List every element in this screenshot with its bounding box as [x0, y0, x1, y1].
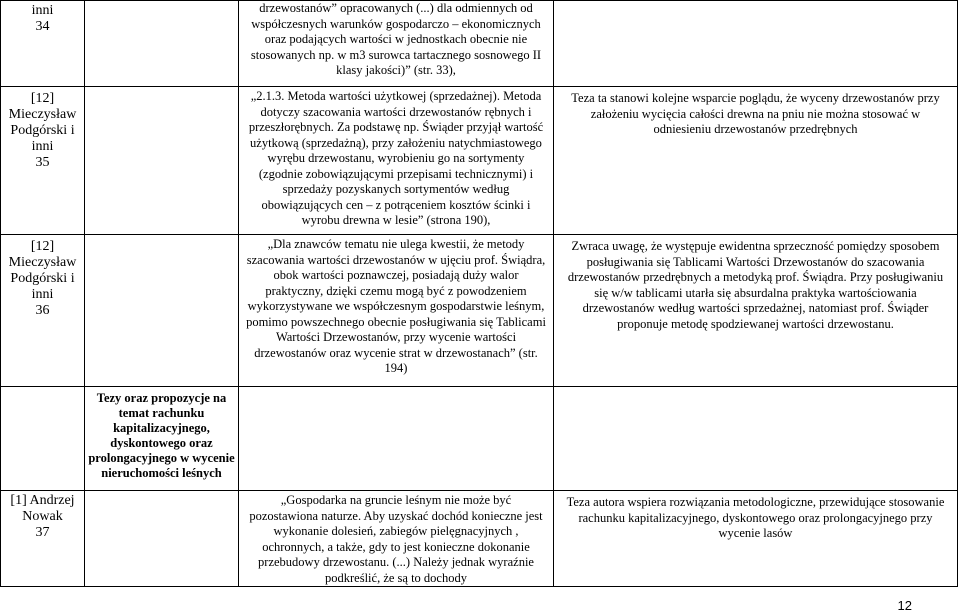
- table-row: [1, 87, 958, 235]
- table-row: [1, 1, 958, 87]
- reference-author: [12] Mieczysław Podgórski i inni: [8, 91, 77, 154]
- topic-text: [85, 235, 238, 243]
- topic-text: [85, 1, 238, 9]
- reference-author: [1] Andrzej Nowak: [10, 493, 75, 524]
- topic-cell: [85, 87, 239, 235]
- comment-cell: [554, 1, 958, 87]
- entry-number: 37: [35, 525, 50, 540]
- reference-cell: [1, 235, 85, 387]
- comment-cell: [554, 387, 958, 491]
- quote-cell: [239, 235, 554, 387]
- quote-text: „Gospodarka na gruncie leśnym nie może być pozostawiona naturze. Aby uzyskać dochód konieczne jest wykonanie dolesień, zabiegów pielęgnacyjnych , ochronnych, a także, gdy to jest konieczne dokonanie przebudowy drzewostanu. (...) Należy jednak wyraźnie podkreślić, że są to dochody: [249, 493, 543, 585]
- topic-cell: [85, 235, 239, 387]
- topic-text: [85, 87, 238, 95]
- page-number: 12: [897, 598, 912, 613]
- topic-cell: [85, 387, 239, 491]
- entry-number: 35: [35, 155, 50, 170]
- table-row: [1, 387, 958, 491]
- quote-text: drzewostanów” opracowanych (...) dla odmiennych od współczesnych warunków gospodarczo – ekonomicznych oraz podających wartości w jednostkach obecnie nie stosowanych np. w m3 surowca tartacznego sosnowego II klasy jakości)” (str. 33),: [250, 1, 542, 77]
- reference-cell: [1, 491, 85, 587]
- comment-text: Teza ta stanowi kolejne wsparcie poglądu, że wyceny drzewostanów przy założeniu wycięcia całości drewna na pniu nie można stosować w odniesieniu drzewostanów przedrębnych: [571, 91, 940, 136]
- quote-text: „2.1.3. Metoda wartości użytkowej (sprzedażnej). Metoda dotyczy szacowania wartości drzewostanów rębnych i przeszłorębnych. Za podstawę np. Świąder przyjął wartość użytkową (sprzedażną), przy założeniu natychmiastowego wyrębu drzewostanu, wyrobieniu go na sortymenty (zgodnie zobowiązującymi przepisami technicznymi) i sprzedaży pozyskanych sortymentów według obowiązujących cen – z potrąceniem kosztów ścinki i wyrobu drewna w lesie” (strona 190),: [248, 89, 544, 227]
- quote-cell: [239, 1, 554, 87]
- topic-cell: [85, 491, 239, 587]
- reference-cell: [1, 87, 85, 235]
- topic-cell: [85, 1, 239, 87]
- comment-text: Zwraca uwagę, że występuje ewidentna sprzeczność pomiędzy sposobem posługiwania się Tablicami Wartości Drzewostanów do szacowania drzewostanów przedrębnych a metodyką prof. Świądra. Przy posługiwaniu się w/w tablicami utarła się absurdalna praktyka wartościowania drzewostanów według wartości sprzedażnej, natomiast prof. Świąder proponuje metodę spodziewanej wartości drzewostanu.: [567, 239, 944, 331]
- comment-text: [554, 1, 957, 9]
- comment-cell: [554, 235, 958, 387]
- reference-author: [12] Mieczysław Podgórski i inni: [8, 239, 77, 302]
- entry-number: 36: [35, 303, 50, 318]
- reference-author: inni: [31, 3, 54, 18]
- comment-cell: [554, 491, 958, 587]
- quote-cell: [239, 387, 554, 491]
- reference-cell: [1, 1, 85, 87]
- reference-cell: [1, 387, 85, 491]
- quote-text: „Dla znawców tematu nie ulega kwestii, że metody szacowania wartości drzewostanów w ujęciu prof. Świądra, obok wartości poznawczej, posiadają duży walor praktyczny, dzięki czemu mogą być z powodzeniem wykorzystywane we współczesnym gospodarstwie leśnym, pomimo powszechnego obecnie posługiwania się Tablicami Wartości Drzewostanów, przy wycenie wartości drzewostanów oraz wycenie strat w drzewostanach” (str. 194): [246, 237, 546, 375]
- comment-text: Teza autora wspiera rozwiązania metodologiczne, przewidujące stosowanie rachunku kapitalizacyjnego, dyskontowego oraz prolongacyjnego przy wycenie lasów: [566, 495, 945, 540]
- table-row: [1, 235, 958, 387]
- topic-text: [85, 491, 238, 499]
- quote-cell: [239, 87, 554, 235]
- table-row: [1, 491, 958, 587]
- topic-text: Tezy oraz propozycje na temat rachunku kapitalizacyjnego, dyskontowego oraz prolongacyjnego w wycenie nieruchomości leśnych: [88, 391, 235, 480]
- comment-cell: [554, 87, 958, 235]
- entry-number: 34: [35, 19, 50, 34]
- comment-text: [554, 387, 957, 395]
- quote-cell: [239, 491, 554, 587]
